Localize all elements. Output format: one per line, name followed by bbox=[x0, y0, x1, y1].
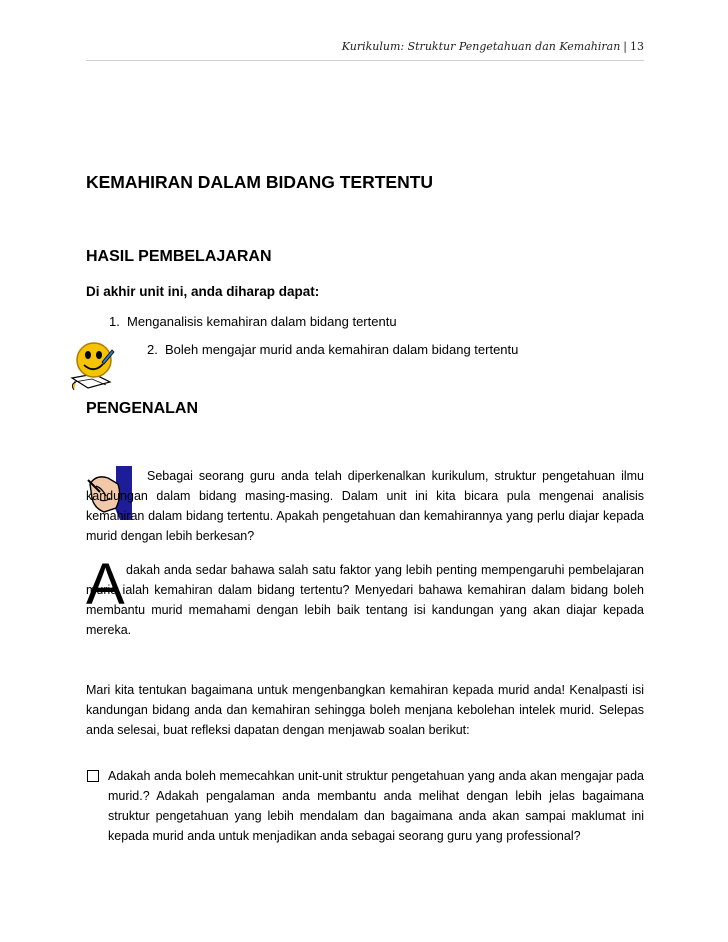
list-item bbox=[147, 342, 518, 357]
header-title: Kurikulum: Struktur Pengetahuan dan Kemahiran bbox=[341, 40, 621, 53]
learning-outcomes-intro: Di akhir unit ini, anda diharap dapat: bbox=[86, 284, 320, 299]
reflection-question: Adakah anda boleh memecahkan unit-unit struktur pengetahuan yang anda akan mengajar pada murid.? Adakah pengalaman anda membantu anda melihat dengan lebih jelas bagaimana struktur pengetahuan yang lebih mendalam dan bagaimana anda akan sampai maklumat ini kepada murid anda untuk menjadikan anda sebagai seorang guru yang professional? bbox=[108, 769, 644, 843]
drop-cap: A bbox=[86, 552, 125, 617]
list-item bbox=[109, 314, 397, 329]
intro-paragraph-2: dakah anda sedar bahawa salah satu faktor yang lebih penting mempengaruhi pembelajaran murid ialah kemahiran dalam bidang tertentu? Menyedari bahawa kemahiran dalam bidang boleh membantu murid memahami dengan lebih baik tentang isi kandungan yang akan diajar kepada mereka. bbox=[86, 563, 644, 637]
page-number: 13 bbox=[630, 40, 644, 53]
list-item-text: Boleh mengajar murid anda kemahiran dalam bidang tertentu bbox=[165, 342, 519, 357]
learning-outcomes-heading: HASIL PEMBELAJARAN bbox=[86, 248, 272, 265]
checkbox-icon[interactable] bbox=[87, 770, 99, 782]
list-item-number: 2. bbox=[147, 342, 158, 357]
header-text bbox=[342, 40, 644, 53]
list-item-number: 1. bbox=[109, 314, 120, 329]
list-item-text: Menganalisis kemahiran dalam bidang tertentu bbox=[127, 314, 397, 329]
header-separator: | bbox=[623, 40, 627, 53]
page-header bbox=[86, 40, 644, 61]
intro-paragraph-1: Sebagai seorang guru anda telah diperkenalkan kurikulum, struktur pengetahuan ilmu kandungan dalam bidang masing-masing. Dalam unit ini kita bicara pula mengenai analisis kemahiran dalam bidang tertentu. Apakah pengetahuan dan kemahirannya yang perlu diajar kepada murid dengan lebih berkesan? bbox=[86, 469, 644, 543]
main-heading: KEMAHIRAN DALAM BIDANG TERTENTU bbox=[86, 172, 434, 192]
introduction-heading: PENGENALAN bbox=[86, 400, 199, 417]
intro-paragraph-3: Mari kita tentukan bagaimana untuk mengenbangkan kemahiran kepada murid anda! Kenalpasti isi kandungan bidang anda dan kemahiran sehingga boleh menjana kebolehan intelek murid. Selepas anda selesai, buat refleksi dapatan dengan menjawab soalan berikut: bbox=[86, 683, 644, 737]
smiley-student-icon bbox=[66, 338, 116, 394]
